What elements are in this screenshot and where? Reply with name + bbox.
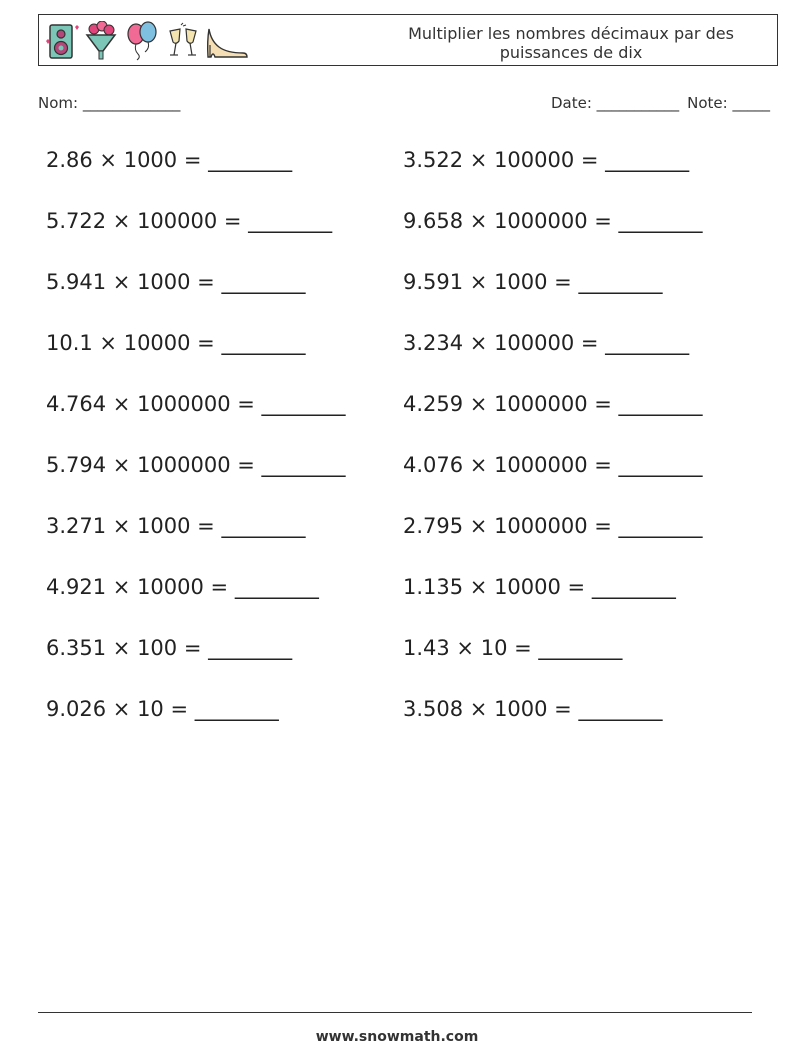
problem-item: 1.135 × 10000 = ________ [403, 575, 676, 599]
problem-item: 4.259 × 1000000 = ________ [403, 392, 703, 416]
high-heel-shoe-icon [205, 21, 249, 61]
footer-url: www.snowmath.com [315, 1029, 479, 1045]
date-note-fields [551, 94, 770, 112]
problem-item: 4.921 × 10000 = ________ [46, 575, 319, 599]
problem-row [46, 506, 766, 567]
problem-item: 3.271 × 1000 = ________ [46, 514, 306, 538]
problem-row [46, 323, 766, 384]
date-label: Date: ___________ [550, 94, 680, 112]
speaker-icon [45, 21, 79, 61]
name-label: Nom: _____________ [38, 94, 181, 112]
problem-item: 10.1 × 10000 = ________ [46, 331, 306, 355]
note-label: Note: _____ [687, 94, 770, 112]
problem-item: 4.764 × 1000000 = ________ [46, 392, 346, 416]
problem-item: 5.941 × 1000 = ________ [46, 270, 306, 294]
problem-item: 2.795 × 1000000 = ________ [403, 514, 703, 538]
name-field [38, 94, 180, 112]
problem-item: 3.508 × 1000 = ________ [403, 697, 663, 721]
problem-item: 3.234 × 100000 = ________ [403, 331, 690, 355]
header-box [38, 14, 778, 66]
problem-row [46, 262, 766, 323]
problem-row [46, 201, 766, 262]
bouquet-icon [83, 21, 119, 61]
problem-item: 5.722 × 100000 = ________ [46, 209, 333, 233]
champagne-glasses-icon [165, 21, 201, 61]
problem-row [46, 689, 766, 750]
problem-row [46, 445, 766, 506]
problem-item: 5.794 × 1000000 = ________ [46, 453, 346, 477]
problem-item: 9.026 × 10 = ________ [46, 697, 279, 721]
footer-divider [38, 1012, 752, 1013]
problem-list [46, 140, 766, 750]
problem-item: 2.86 × 1000 = ________ [46, 148, 293, 172]
problem-item: 3.522 × 100000 = ________ [403, 148, 690, 172]
problem-item: 4.076 × 1000000 = ________ [403, 453, 703, 477]
balloons-icon [123, 21, 161, 61]
problem-row [46, 628, 766, 689]
problem-item: 1.43 × 10 = ________ [403, 636, 623, 660]
problem-row [46, 567, 766, 628]
worksheet-title: Multiplier les nombres décimaux par des puissances de dix [408, 24, 734, 62]
header-icons [45, 19, 249, 63]
problem-item: 9.591 × 1000 = ________ [403, 270, 663, 294]
problem-row [46, 140, 766, 201]
problem-row [46, 384, 766, 445]
problem-item: 9.658 × 1000000 = ________ [403, 209, 703, 233]
problem-item: 6.351 × 100 = ________ [46, 636, 293, 660]
